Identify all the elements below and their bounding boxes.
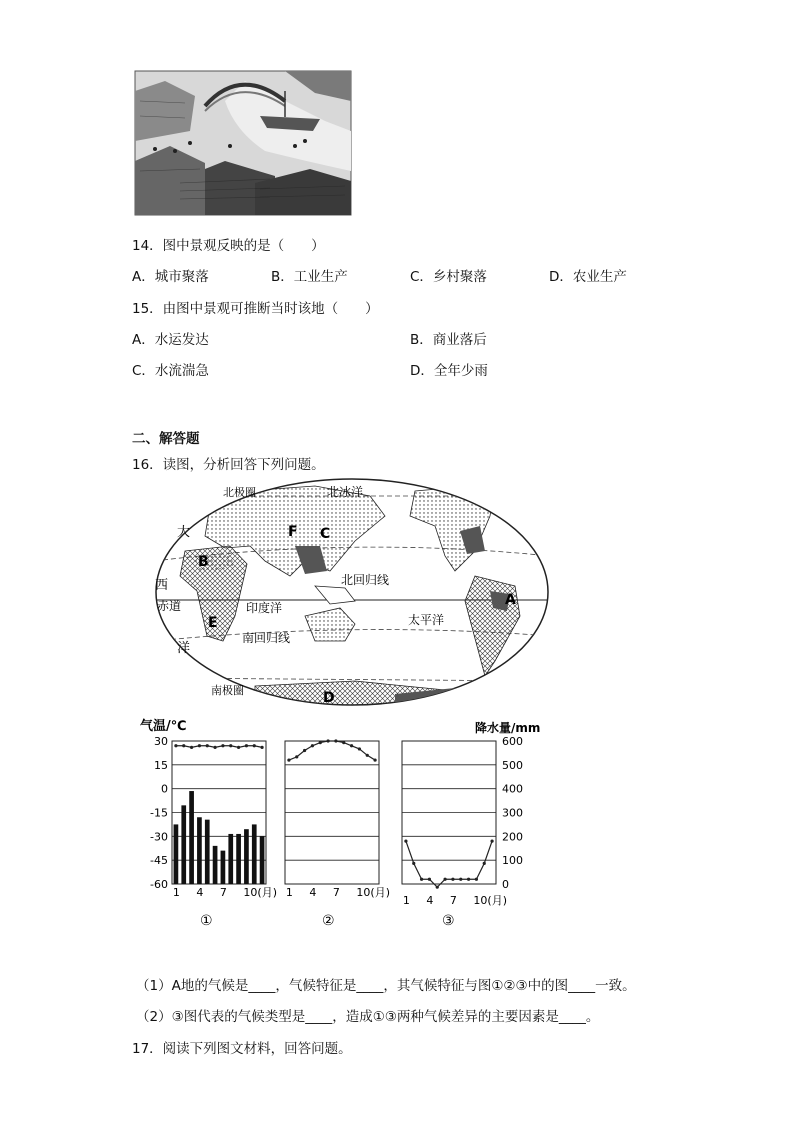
- temperature-point: [295, 755, 298, 758]
- q16-sub2: （2）③图代表的气候类型是____，造成①③两种气候差异的主要因素是____。: [136, 1009, 600, 1025]
- temperature-point: [358, 747, 361, 750]
- temperature-point: [287, 758, 290, 761]
- map-label-c: C: [320, 526, 331, 542]
- q14-option-a[interactable]: A．城市聚落: [132, 269, 209, 285]
- climate-panel-3: [402, 741, 507, 907]
- q14-option-d[interactable]: D．农业生产: [549, 269, 627, 285]
- precip-bar: [244, 829, 249, 884]
- map-label-atlantic-2: 西: [155, 578, 169, 593]
- map-label-a: A: [505, 592, 516, 608]
- precip-tick-label: 0: [502, 878, 509, 891]
- month-tick-label: 4: [426, 894, 434, 907]
- month-tick-label: 10(月): [243, 886, 278, 899]
- q16-sub1: （1）A地的气候是____，气候特征是____，其气候特征与图①②③中的图____一致。: [136, 978, 636, 994]
- temperature-point: [366, 754, 369, 757]
- temperature-point: [303, 749, 306, 752]
- temperature-point: [373, 758, 376, 761]
- temperature-point: [490, 840, 493, 843]
- q15-option-b[interactable]: B．商业落后: [410, 332, 487, 348]
- question-16-stem: 16．读图，分析回答下列问题。: [132, 457, 325, 473]
- temperature-point: [237, 746, 240, 749]
- question-14-stem: 14．图中景观反映的是（ ）: [132, 238, 325, 254]
- q15-option-d[interactable]: D．全年少雨: [410, 363, 488, 379]
- question-17-stem: 17．阅读下列图文材料，回答问题。: [132, 1041, 352, 1057]
- month-tick-label: 10(月): [356, 886, 391, 899]
- temperature-point: [245, 744, 248, 747]
- precip-bar: [205, 820, 210, 884]
- precip-tick-label: 600: [502, 735, 523, 748]
- temperature-point: [213, 746, 216, 749]
- month-tick-label: 4: [196, 886, 204, 899]
- precip-tick-label: 500: [502, 758, 523, 772]
- map-label-d: D: [323, 690, 335, 706]
- precip-tick-label: 100: [502, 854, 523, 868]
- temperature-point: [334, 739, 337, 742]
- temperature-point: [206, 744, 209, 747]
- month-tick-label: 1: [172, 886, 180, 899]
- temperature-point: [190, 746, 193, 749]
- temperature-point: [260, 746, 263, 749]
- temperature-point: [443, 878, 446, 881]
- temperature-point: [229, 744, 232, 747]
- climate-charts: [130, 714, 541, 929]
- temp-tick-label: -15: [150, 806, 168, 820]
- precip-tick-label: 200: [502, 830, 523, 844]
- month-tick-label: 7: [332, 886, 340, 899]
- map-label-antarctic-circle: 南极圈: [211, 684, 244, 697]
- temperature-point: [404, 840, 407, 843]
- temperature-point: [451, 878, 454, 881]
- q15-option-a[interactable]: A．水运发达: [132, 332, 209, 348]
- month-tick-label: 4: [309, 886, 317, 899]
- month-tick-label: 10(月): [473, 894, 508, 907]
- question-15-stem: 15．由图中景观可推断当时该地（ ）: [132, 301, 379, 317]
- map-label-arctic-ocean: 北冰洋: [327, 485, 364, 499]
- precip-bar: [221, 851, 226, 884]
- temp-tick-label: 15: [154, 758, 168, 772]
- temp-tick-label: -30: [150, 830, 168, 844]
- map-label-pacific: 太平洋: [408, 613, 445, 627]
- precip-bar: [174, 824, 179, 884]
- precip-bar: [252, 824, 257, 884]
- right-axis-title: 降水量/mm: [475, 721, 541, 735]
- temperature-point: [420, 878, 423, 881]
- left-axis-title: 气温/℃: [140, 719, 187, 734]
- q14-option-b[interactable]: B．工业生产: [271, 269, 348, 285]
- temperature-point: [412, 862, 415, 865]
- month-tick-label: 7: [449, 894, 457, 907]
- temperature-point: [182, 744, 185, 747]
- temperature-point: [483, 862, 486, 865]
- temperature-point: [342, 741, 345, 744]
- market-scene-illustration: [135, 71, 351, 215]
- panel-label-1: ①: [200, 913, 213, 929]
- map-label-tropic-cancer: 北回归线: [341, 573, 390, 587]
- temperature-point: [253, 744, 256, 747]
- month-tick-label: 7: [219, 886, 227, 899]
- temperature-point: [326, 739, 329, 742]
- map-label-indian-ocean: 印度洋: [246, 601, 283, 615]
- temperature-point: [459, 878, 462, 881]
- precip-bar: [260, 836, 265, 884]
- temperature-point: [428, 878, 431, 881]
- map-label-b: B: [198, 554, 209, 570]
- precip-bar: [181, 805, 186, 884]
- temperature-point: [174, 744, 177, 747]
- panel-label-3: ③: [442, 913, 455, 929]
- world-map: [155, 476, 550, 708]
- precip-bar: [197, 817, 202, 884]
- temperature-point: [475, 878, 478, 881]
- temperature-point: [350, 744, 353, 747]
- map-label-atlantic-1: 大: [177, 525, 191, 540]
- temperature-point: [319, 741, 322, 744]
- q15-option-c[interactable]: C．水流湍急: [132, 363, 209, 379]
- map-label-arctic-circle: 北极圈: [223, 486, 256, 499]
- temperature-point: [221, 744, 224, 747]
- precip-tick-label: 300: [502, 806, 523, 820]
- map-label-atlantic-3: 洋: [177, 641, 191, 656]
- temp-tick-label: 30: [154, 735, 168, 748]
- climate-panel-2: [285, 739, 390, 899]
- month-tick-label: 1: [285, 886, 293, 899]
- temperature-point: [198, 744, 201, 747]
- precip-bar: [189, 791, 194, 884]
- precip-tick-label: 400: [502, 782, 523, 796]
- temperature-point: [467, 878, 470, 881]
- map-label-tropic-capricorn: 南回归线: [242, 631, 291, 645]
- panel-label-2: ②: [322, 913, 335, 929]
- precip-bar: [213, 846, 218, 884]
- q14-option-c[interactable]: C．乡村聚落: [410, 269, 487, 285]
- map-label-f: F: [288, 524, 298, 540]
- section-title: 二、解答题: [132, 431, 200, 447]
- temperature-point: [311, 744, 314, 747]
- temperature-point: [436, 886, 439, 889]
- temp-tick-label: -45: [150, 854, 168, 868]
- temp-tick-label: -60: [150, 878, 168, 891]
- map-label-equator: 赤道: [157, 599, 182, 613]
- precip-bar: [236, 834, 241, 884]
- month-tick-label: 1: [402, 894, 410, 907]
- map-label-e: E: [208, 615, 218, 631]
- climate-panel-1: [172, 741, 277, 899]
- temp-tick-label: 0: [161, 782, 168, 796]
- precip-bar: [228, 834, 233, 884]
